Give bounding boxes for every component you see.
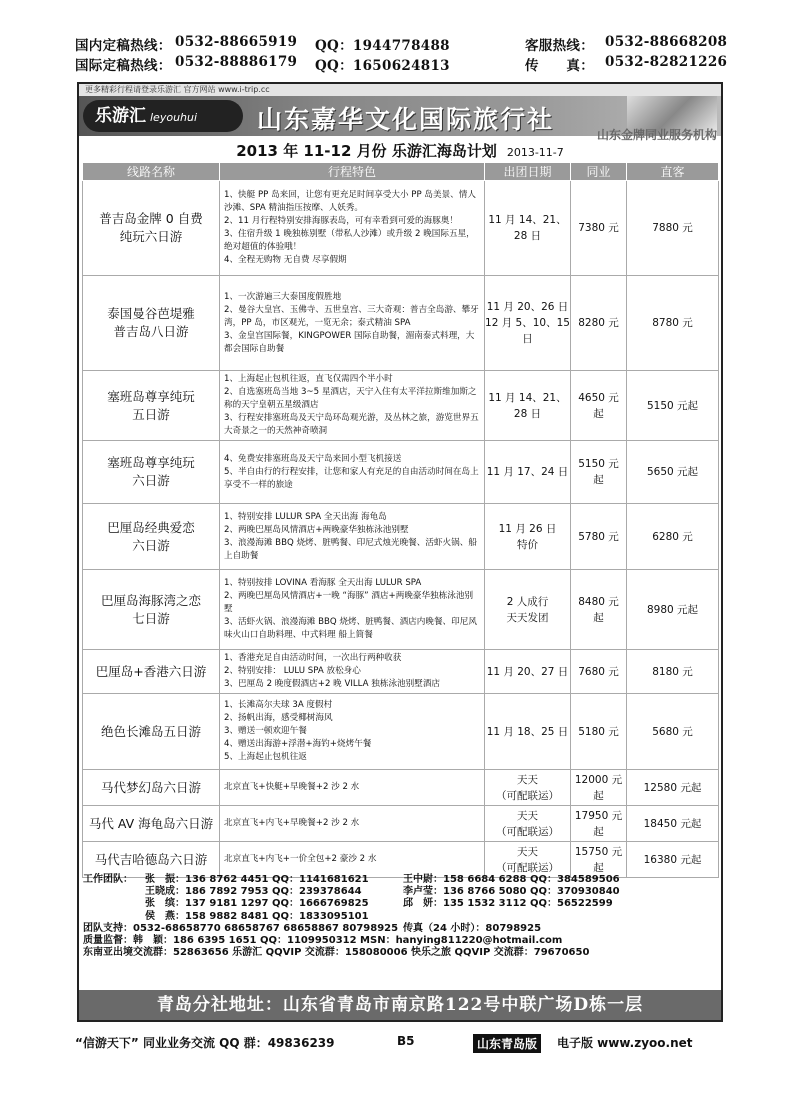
table-row xyxy=(83,694,719,770)
route-name: 巴厘岛+香港六日游 xyxy=(83,650,220,694)
fax-label: 传 真： xyxy=(525,58,594,74)
contact-row xyxy=(83,898,719,910)
header-retail-price: 直客 xyxy=(627,163,719,181)
route-features: 1、香港充足自由活动时间，一次出行两种收获 2、特别安排： LULU SPA 放松身心 3、巴厘岛 2 晚度假酒店+2 晚 VILLA 独栋泳池别墅酒店 xyxy=(220,650,485,694)
hotline-row-1 xyxy=(75,34,728,54)
contact-person: 侯 燕：158 9882 8481 QQ：1833095101 xyxy=(145,910,369,922)
table-row xyxy=(83,371,719,441)
service-phone: 0532-88668208 xyxy=(605,34,728,50)
domestic-label: 国内定稿热线： xyxy=(75,38,172,54)
trade-price: 12000 元 起 xyxy=(571,770,627,806)
retail-price: 5680 元 xyxy=(627,694,719,770)
retail-price: 12580 元起 xyxy=(627,770,719,806)
hotline-row-2 xyxy=(75,54,728,74)
route-features: 1、一次游遍三大泰国度假胜地 2、曼谷大皇宫、玉佛寺、五世皇宫、三大奇观：普吉全岛游、攀牙湾，PP 岛，市区观光，一览无余；泰式精油 SPA 3、金皇宫国际餐，KINGPOWER 国际自助餐，湄南泰式料理，大都会国际自助餐 xyxy=(220,276,485,371)
route-features: 北京直飞+快艇+早晚餐+2 沙 2 水 xyxy=(220,770,485,806)
quality-supervision: 质量监督：韩 颖：186 6395 1651 QQ：1109950312 MSN：hanying811220@hotmail.com xyxy=(83,934,563,946)
page-number: B5 xyxy=(397,1034,415,1048)
departure-date: 11 月 20、27 日 xyxy=(485,650,571,694)
table-row xyxy=(83,806,719,842)
departure-date: 11 月 26 日 特价 xyxy=(485,504,571,570)
plan-title-text: 2013 年 11-12 月份 乐游汇海岛计划 xyxy=(236,142,497,160)
departure-date: 天天 （可配联运） xyxy=(485,806,571,842)
retail-price: 6280 元 xyxy=(627,504,719,570)
retail-price: 8780 元 xyxy=(627,276,719,371)
table-header xyxy=(83,163,719,181)
logo-en: leyouhui xyxy=(150,111,198,124)
itinerary-table xyxy=(82,162,719,878)
trade-price: 5180 元 xyxy=(571,694,627,770)
trade-price: 4650 元 起 xyxy=(571,371,627,441)
plan-title xyxy=(79,140,721,161)
team-support: 团队支持：0532-68658770 68658767 68658867 80798925 xyxy=(83,922,399,934)
trade-price: 8280 元 xyxy=(571,276,627,371)
brand-slogan: 山东金牌同业服务机构 xyxy=(596,128,717,142)
route-features: 北京直飞+内飞+早晚餐+2 沙 2 水 xyxy=(220,806,485,842)
trade-price: 7380 元 xyxy=(571,181,627,276)
header-route: 线路名称 xyxy=(83,163,220,181)
route-features: 1、长滩高尔夫球 3A 度假村 2、扬帆出海，感受椰树海风 3、赠送一顿欢迎午餐 4、赠送出海游+浮潜+海钓+烧烤午餐 5、上海起止包机往返 xyxy=(220,694,485,770)
domestic-phone: 0532-88665919 xyxy=(175,34,298,50)
route-name: 塞班岛尊享纯玩 六日游 xyxy=(83,441,220,504)
header-date: 出团日期 xyxy=(485,163,571,181)
contact-person: 李卢莹：136 8766 5080 QQ：370930840 xyxy=(403,886,620,898)
qq-group: “信游天下” 同业业务交流 QQ 群：49836239 xyxy=(75,1036,335,1050)
edition-badge: 山东青岛版 xyxy=(473,1034,541,1053)
route-name: 马代 AV 海龟岛六日游 xyxy=(83,806,220,842)
retail-price: 8180 元 xyxy=(627,650,719,694)
trade-price: 7680 元 xyxy=(571,650,627,694)
header-features: 行程特色 xyxy=(220,163,485,181)
contact-row xyxy=(83,935,719,947)
trade-price: 15750 元 起 xyxy=(571,842,627,878)
page-footer xyxy=(75,1034,725,1052)
exchange-groups: 东南亚出境交流群：52863656 乐游汇 QQVIP 交流群：158080006 快乐之旅 QQVIP 交流群：79670650 xyxy=(83,947,590,959)
contact-person: 张 缤：137 9181 1297 QQ：1666769825 xyxy=(145,898,369,910)
flyer-frame xyxy=(77,82,723,1022)
departure-date: 2 人成行 天天发团 xyxy=(485,570,571,650)
trade-price: 5150 元 起 xyxy=(571,441,627,504)
retail-price: 18450 元起 xyxy=(627,806,719,842)
leyouhui-logo xyxy=(83,100,243,132)
retail-price: 5150 元起 xyxy=(627,371,719,441)
agency-name: 山东嘉华文化国际旅行社 xyxy=(257,105,555,134)
contact-person: 王中尉：158 6684 6288 QQ：384589506 xyxy=(403,874,620,885)
table-row xyxy=(83,570,719,650)
retail-price: 16380 元起 xyxy=(627,842,719,878)
departure-date: 11 月 17、24 日 xyxy=(485,441,571,504)
table-row xyxy=(83,181,719,276)
departure-date: 天天 （可配联运） xyxy=(485,842,571,878)
table-row xyxy=(83,770,719,806)
plan-date: 2013-11-7 xyxy=(506,146,564,159)
domestic-qq: QQ：1944778488 xyxy=(315,38,450,54)
retail-price: 5650 元起 xyxy=(627,441,719,504)
intl-qq: QQ：1650624813 xyxy=(315,58,450,74)
route-features: 4、免费安排塞班岛及天宁岛来回小型飞机接送 5、半自由行的行程安排，让您和家人有充足的自由活动时间在岛上享受不一样的旅途 xyxy=(220,441,485,504)
route-features: 1、快艇 PP 岛来回，让您有更充足时间享受大小 PP 岛美景、情人沙滩、SPA 精油指压按摩、人妖秀。 2、11 月行程特别安排海豚表岛，可有幸看到可爱的海豚奥！ 3、住宿升级 1 晚独栋别墅（带私人沙滩）或升级 2 晚国际五星，绝对超值的体验哦！ 4、全程无购物 无自费 尽享假期 xyxy=(220,181,485,276)
website-note: 更多精彩行程请登录乐游汇 官方网站 www.i-trip.cc xyxy=(79,84,721,96)
team-label: 工作团队： xyxy=(83,874,133,885)
departure-date: 11 月 20、26 日 12 月 5、10、15 日 xyxy=(485,276,571,371)
trade-price: 5780 元 xyxy=(571,504,627,570)
contact-person: 邱 妍：135 1532 3112 QQ：56522599 xyxy=(403,898,613,910)
retail-price: 8980 元起 xyxy=(627,570,719,650)
departure-date: 天天 （可配联运） xyxy=(485,770,571,806)
fax-phone: 0532-82821226 xyxy=(605,54,728,70)
route-name: 绝色长滩岛五日游 xyxy=(83,694,220,770)
route-features: 北京直飞+内飞+一价全包+2 豪沙 2 水 xyxy=(220,842,485,878)
contact-row xyxy=(83,923,719,935)
header-trade-price: 同业 xyxy=(571,163,627,181)
branch-address: 青岛分社地址：山东省青岛市南京路122号中联广场D栋一层 xyxy=(79,990,721,1020)
route-name: 巴厘岛海豚湾之恋 七日游 xyxy=(83,570,220,650)
departure-date: 11 月 14、21、 28 日 xyxy=(485,181,571,276)
route-name: 普吉岛金牌 0 自费 纯玩六日游 xyxy=(83,181,220,276)
route-name: 马代吉哈德岛六日游 xyxy=(83,842,220,878)
intl-label: 国际定稿热线： xyxy=(75,58,172,74)
contact-row xyxy=(83,947,719,959)
contact-person: 王晓成：186 7892 7953 QQ：239378644 xyxy=(145,886,362,898)
contact-person: 张 振：136 8762 4451 QQ：1141681621 xyxy=(145,874,369,885)
table-row xyxy=(83,650,719,694)
departure-date: 11 月 14、21、 28 日 xyxy=(485,371,571,441)
contact-section xyxy=(83,874,719,959)
trade-price: 17950 元 起 xyxy=(571,806,627,842)
route-name: 马代梦幻岛六日游 xyxy=(83,770,220,806)
departure-date: 11 月 18、25 日 xyxy=(485,694,571,770)
table-row xyxy=(83,504,719,570)
table-body xyxy=(83,181,719,878)
table-row xyxy=(83,842,719,878)
route-features: 1、特别按排 LOVINA 看海豚 全天出海 LULUR SPA 2、两晚巴厘岛风情酒店+一晚 “海豚” 酒店+两晚豪华独栋泳池别墅 3、活虾火锅、浪漫海滩 BBQ 烧烤、脏鸭餐、酒店内晚餐、印尼风味火山口自助料理、中式料理 船上简餐 xyxy=(220,570,485,650)
table-row xyxy=(83,276,719,371)
route-name: 泰国曼谷芭堤雅 普吉岛八日游 xyxy=(83,276,220,371)
contact-row xyxy=(83,874,719,886)
route-name: 塞班岛尊享纯玩 五日游 xyxy=(83,371,220,441)
edition-link[interactable]: 电子版 www.zyoo.net xyxy=(557,1036,693,1050)
route-features: 1、上海起止包机往返，直飞仅需四个半小时 2、自选塞班岛当地 3~5 星酒店，天宁入住有太平洋拉斯维加斯之称的天宁皇朝五星级酒店 3、行程安排塞班岛及天宁岛环岛观光游，及丛林之旅，游览世界五大奇景之一的天然神奇喷洞 xyxy=(220,371,485,441)
contact-row xyxy=(83,911,719,923)
table-row xyxy=(83,441,719,504)
trade-price: 8480 元 起 xyxy=(571,570,627,650)
logo-text: 乐游汇 xyxy=(95,106,146,126)
route-name: 巴厘岛经典爱恋 六日游 xyxy=(83,504,220,570)
retail-price: 7880 元 xyxy=(627,181,719,276)
intl-phone: 0532-88886179 xyxy=(175,54,298,70)
support-fax: 传真（24 小时）：80798925 xyxy=(403,922,542,934)
service-label: 客服热线： xyxy=(525,38,594,54)
route-features: 1、特别安排 LULUR SPA 全天出海 海龟岛 2、两晚巴厘岛风情酒店+两晚豪华独栋泳池别墅 3、浪漫海滩 BBQ 烧烤、脏鸭餐、印尼式烛光晚餐、活虾火锅、船上自助餐 xyxy=(220,504,485,570)
contact-row xyxy=(83,886,719,898)
